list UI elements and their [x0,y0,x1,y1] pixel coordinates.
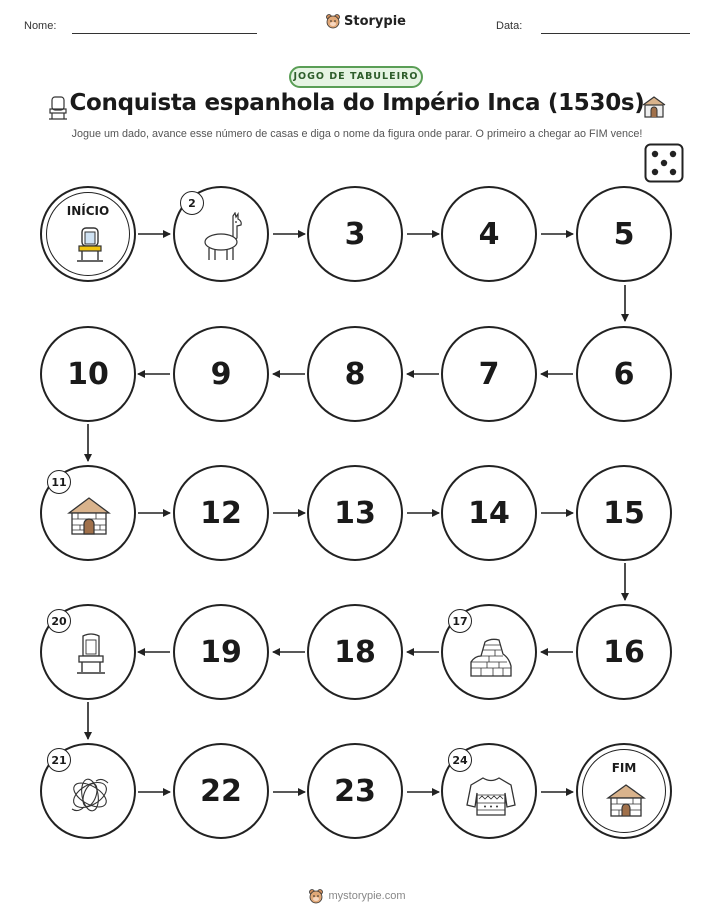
space-number: 12 [200,495,242,531]
llama-icon [201,212,247,262]
date-line[interactable] [541,33,690,34]
space-number: 16 [603,634,645,670]
board-space-7[interactable] [441,326,537,422]
board-space-16[interactable] [576,604,672,700]
board-space-3[interactable] [307,186,403,282]
throne-icon [74,632,108,676]
space-number: 11 [47,470,71,494]
board-space-8[interactable] [307,326,403,422]
board-space-10[interactable] [40,326,136,422]
name-label: Nome: [24,20,57,32]
board-space-21[interactable] [40,743,136,839]
space-number: 9 [210,356,232,392]
board-space-12[interactable] [173,465,269,561]
board-space-start[interactable] [40,186,136,282]
board-space-6[interactable] [576,326,672,422]
space-number: 23 [334,773,376,809]
board-space-23[interactable] [307,743,403,839]
board-space-4[interactable] [441,186,537,282]
stone-house-icon [66,495,112,537]
instructions: Jogue um dado, avance esse número de casas e diga o nome da figura onde parar. O primeiro a chegar ao FIM vence! [71,128,643,140]
board-space-15[interactable] [576,465,672,561]
bear-logo-icon [325,13,341,29]
board-space-13[interactable] [307,465,403,561]
bear-logo-icon [308,888,324,904]
game-type-badge: JOGO DE TABULEIRO [289,66,423,88]
yarn-icon [66,773,114,817]
board-space-9[interactable] [173,326,269,422]
footer [0,888,714,904]
name-line[interactable] [72,33,257,34]
space-number: 20 [47,609,71,633]
space-number: 3 [344,216,366,252]
board-space-17[interactable] [441,604,537,700]
space-number: 17 [448,609,472,633]
space-number: 13 [334,495,376,531]
board-space-20[interactable] [40,604,136,700]
board-space-22[interactable] [173,743,269,839]
stone-house-icon [640,94,668,120]
board-space-end[interactable] [576,743,672,839]
board-space-18[interactable] [307,604,403,700]
space-number: 4 [478,216,500,252]
brand-name: Storypie [344,13,406,29]
board-space-5[interactable] [576,186,672,282]
space-number: 21 [47,748,71,772]
page-title: Conquista espanhola do Império Inca (1530s) [69,90,645,116]
end-label: FIM [611,761,637,775]
footer-link[interactable]: mystorypie.com [328,890,406,902]
space-number: 19 [200,634,242,670]
sweater-icon [465,775,517,817]
start-label: INÍCIO [66,204,110,218]
space-number: 10 [67,356,109,392]
board-space-2[interactable] [173,186,269,282]
space-number: 14 [468,495,510,531]
board-space-11[interactable] [40,465,136,561]
stone-wall-icon [467,636,515,680]
space-number: 18 [334,634,376,670]
stone-house-icon [606,783,646,819]
space-number: 7 [478,356,500,392]
dice-icon [644,143,684,183]
space-number: 22 [200,773,242,809]
space-number: 24 [448,748,472,772]
space-number: 8 [344,356,366,392]
board-space-19[interactable] [173,604,269,700]
board-space-24[interactable] [441,743,537,839]
space-number: 2 [180,191,204,215]
board-space-14[interactable] [441,465,537,561]
throne-icon [74,224,106,264]
date-label: Data: [496,20,523,32]
space-number: 5 [613,216,635,252]
space-number: 15 [603,495,645,531]
brand-logo [325,13,406,29]
space-number: 6 [613,356,635,392]
